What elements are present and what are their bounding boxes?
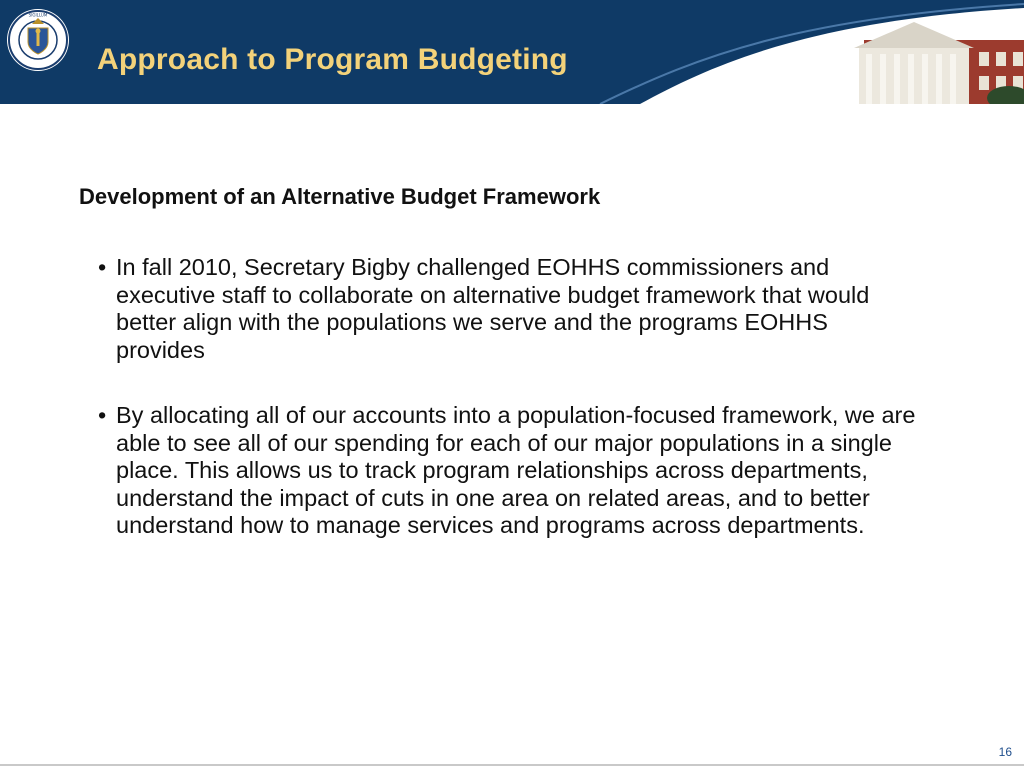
state-seal-logo [6, 8, 70, 72]
bullet-marker: • [98, 402, 107, 428]
section-subtitle: Development of an Alternative Budget Framework [79, 184, 601, 209]
svg-text:SIGILLUM: SIGILLUM [28, 12, 48, 18]
state-house-image [824, 0, 1024, 104]
bullet-item [98, 254, 918, 364]
page-number: 16 [998, 745, 1012, 759]
slide-title: Approach to Program Budgeting [97, 43, 568, 76]
bullet-text: In fall 2010, Secretary Bigby challenged EOHHS commissioners and executive staff to collaborate on alternative budget framework that would better align with the populations we serve and the programs EOHHS provides [116, 254, 870, 363]
bullet-text: By allocating all of our accounts into a population-focused framework, we are able to see all of our spending for each of our major populations in a single place. This allows us to track program relationships across departments, understand the impact of cuts in one area on related areas, and to better understand how to manage services and programs across departments. [116, 402, 916, 538]
bullet-item [98, 402, 918, 540]
bullet-marker: • [98, 254, 107, 280]
slide-header [0, 0, 1024, 104]
footer-divider [0, 764, 1024, 766]
bullet-list [98, 254, 918, 578]
